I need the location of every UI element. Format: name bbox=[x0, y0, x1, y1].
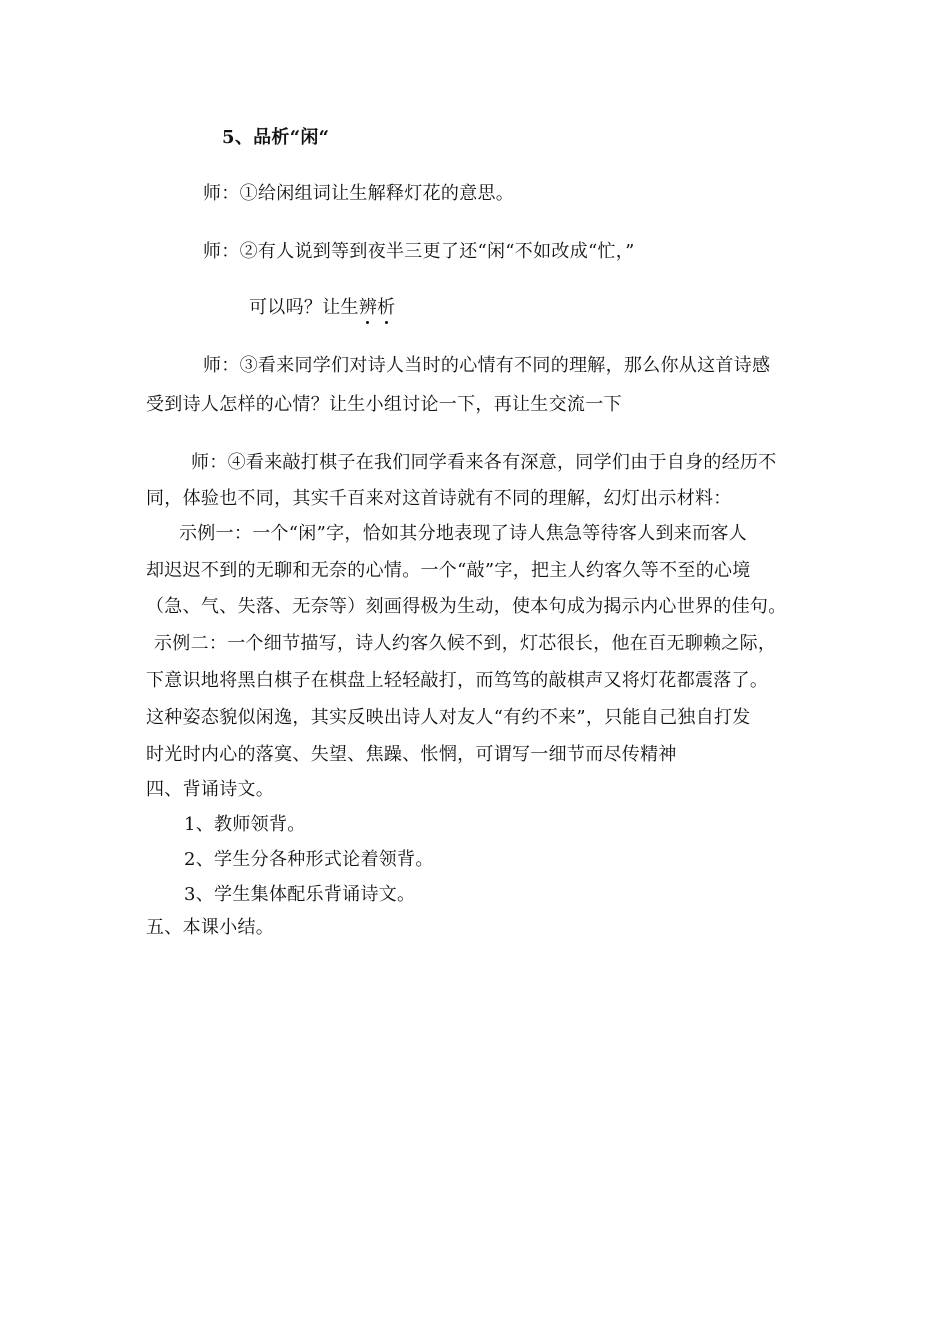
emphasized-char-xi: 析 bbox=[377, 297, 395, 318]
teacher-question-2: 师：②有人说到等到夜半三更了还“闲“不如改成“忙，” bbox=[203, 241, 635, 262]
teacher-question-4-line-1: 师：④看来敲打棋子在我们同学看来各有深意，同学们由于自身的经历不 bbox=[191, 452, 777, 473]
teacher-question-3-line-1: 师：③看来同学们对诗人当时的心情有不同的理解，那么你从这首诗感 bbox=[203, 355, 771, 376]
example-2-line-1: 示例二：一个细节描写，诗人约客久候不到，灯芯很长，他在百无聊赖之际， bbox=[154, 633, 777, 654]
teacher-question-1: 师：①给闲组词让生解释灯花的意思。 bbox=[203, 183, 515, 204]
question-2-continued-text: 可以吗？让生 bbox=[249, 297, 359, 318]
example-1-line-2: 却迟迟不到的无聊和无奈的心情。一个“敲”字，把主人约客久等不至的心境 bbox=[146, 560, 751, 581]
emphasis-dot bbox=[366, 321, 369, 324]
example-2-line-3: 这种姿态貌似闲逸，其实反映出诗人对友人“有约不来”，只能自己独自打发 bbox=[146, 707, 751, 728]
recite-step-1: 1、教师领背。 bbox=[184, 814, 306, 835]
example-1-line-1: 示例一：一个“闲”字，恰如其分地表现了诗人焦急等待客人到来而客人 bbox=[179, 523, 748, 544]
recite-step-3: 3、学生集体配乐背诵诗文。 bbox=[184, 884, 416, 905]
example-1-line-3: （急、气、失落、无奈等）刻画得极为生动，使本句成为揭示内心世界的佳句。 bbox=[146, 596, 787, 617]
section-heading-summary: 五、本课小结。 bbox=[146, 917, 275, 938]
section-heading-analyze-xian: 5、品析“闲“ bbox=[222, 127, 330, 148]
example-2-line-4: 时光时内心的落寞、失望、焦躁、怅惘，可谓写一细节而尽传精神 bbox=[146, 744, 677, 765]
section-heading-recite: 四、背诵诗文。 bbox=[146, 779, 275, 800]
example-2-line-2: 下意识地将黑白棋子在棋盘上轻轻敲打，而笃笃的敲棋声又将灯花都震落了。 bbox=[146, 670, 769, 691]
teacher-question-4-line-2: 同，体验也不同，其实千百来对这首诗就有不同的理解，幻灯出示材料： bbox=[146, 488, 732, 509]
teacher-question-3-line-2: 受到诗人怎样的心情？让生小组讨论一下，再让生交流一下 bbox=[146, 394, 622, 415]
recite-step-2: 2、学生分各种形式论着领背。 bbox=[184, 849, 434, 870]
emphasized-char-bian: 辨 bbox=[359, 297, 377, 318]
emphasis-dot bbox=[385, 321, 388, 324]
teacher-question-2-continued bbox=[249, 296, 395, 320]
